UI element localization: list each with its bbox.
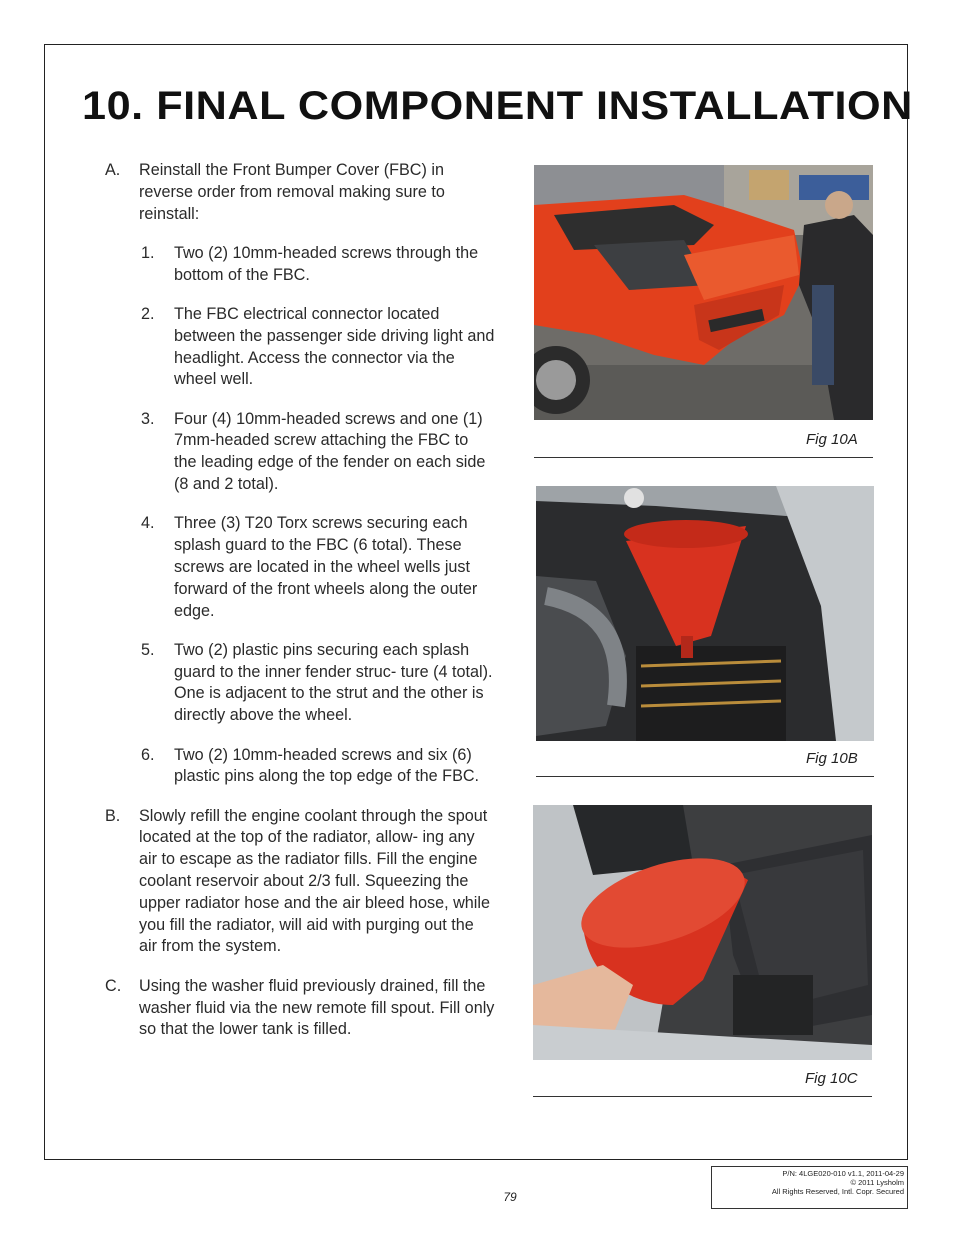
substep-text: The FBC electrical connector located between the passenger side driving light and headlight. Access the connector via the wheel well.	[174, 304, 495, 389]
substep-6	[105, 745, 495, 789]
fig-10a-caption: Fig 10A	[806, 431, 858, 448]
fig-10c-photo	[533, 805, 872, 1060]
step-marker: C.	[105, 976, 122, 995]
fig-10b-rule	[536, 776, 874, 777]
substep-marker: 4.	[141, 514, 155, 533]
step-text: Slowly refill the engine coolant through the spout located at the top of the radiator, allow- ing any air to escape as the radiator fills. Fill the engine coolant reservoir about 2/3 full. Squeezing the upper radiator hose and the air bleed hose, while you fill the radiator, will aid with purging out the air from the system.	[139, 806, 490, 956]
step-text: Reinstall the Front Bumper Cover (FBC) in reverse order from removal making sure to reinstall:	[139, 161, 445, 223]
substep-marker: 5.	[141, 640, 155, 659]
substep-1	[105, 243, 495, 287]
step-c	[105, 976, 495, 1041]
fig-10c-rule	[533, 1096, 872, 1097]
copyright: © 2011 Lysholm	[850, 1178, 904, 1187]
substep-3	[105, 409, 495, 496]
step-marker: B.	[105, 806, 121, 825]
footer-legal-box	[711, 1166, 908, 1209]
substep-5	[105, 640, 495, 727]
step-b	[105, 806, 495, 959]
substep-4	[105, 513, 495, 622]
fig-10b-caption: Fig 10B	[806, 750, 858, 767]
substep-text: Two (2) 10mm-headed screws and six (6) plastic pins along the top edge of the FBC.	[174, 745, 480, 786]
step-a	[105, 160, 495, 225]
step-text: Using the washer fluid previously drained, fill the washer fluid via the new remote fill spout. Fill only so that the lower tank is filled.	[139, 976, 495, 1039]
fig-10b-photo	[536, 486, 874, 741]
instructions	[105, 160, 495, 1041]
substep-marker: 6.	[141, 745, 155, 764]
fig-10a-rule	[534, 457, 873, 458]
step-marker: A.	[105, 161, 121, 179]
substep-text: Two (2) 10mm-headed screws through the bottom of the FBC.	[174, 243, 479, 284]
substep-marker: 1.	[141, 243, 155, 262]
substep-text: Four (4) 10mm-headed screws and one (1) 7mm-headed screw attaching the FBC to the leading edge of the fender on each side (8 and 2 total).	[174, 409, 486, 494]
page-title: 10. FINAL COMPONENT INSTALLATION	[82, 84, 913, 128]
page-number: 79	[503, 1190, 517, 1204]
substep-2	[105, 304, 495, 391]
substep-marker: 3.	[141, 409, 155, 428]
part-number: P/N: 4LGE020-010 v1.1, 2011-04-29	[782, 1169, 904, 1178]
substep-text: Two (2) plastic pins securing each splash guard to the inner fender struc- ture (4 total). One is adjacent to the strut and the other is directly above the wheel.	[174, 640, 493, 725]
substep-marker: 2.	[141, 304, 155, 323]
fig-10c-caption: Fig 10C	[805, 1070, 858, 1087]
rights-notice: All Rights Reserved, Intl. Copr. Secured	[771, 1187, 904, 1196]
substep-text: Three (3) T20 Torx screws securing each splash guard to the FBC (6 total). These screws are located in the wheel wells just forward of the front wheels along the outer edge.	[174, 514, 478, 620]
fig-10a-photo	[534, 165, 873, 420]
